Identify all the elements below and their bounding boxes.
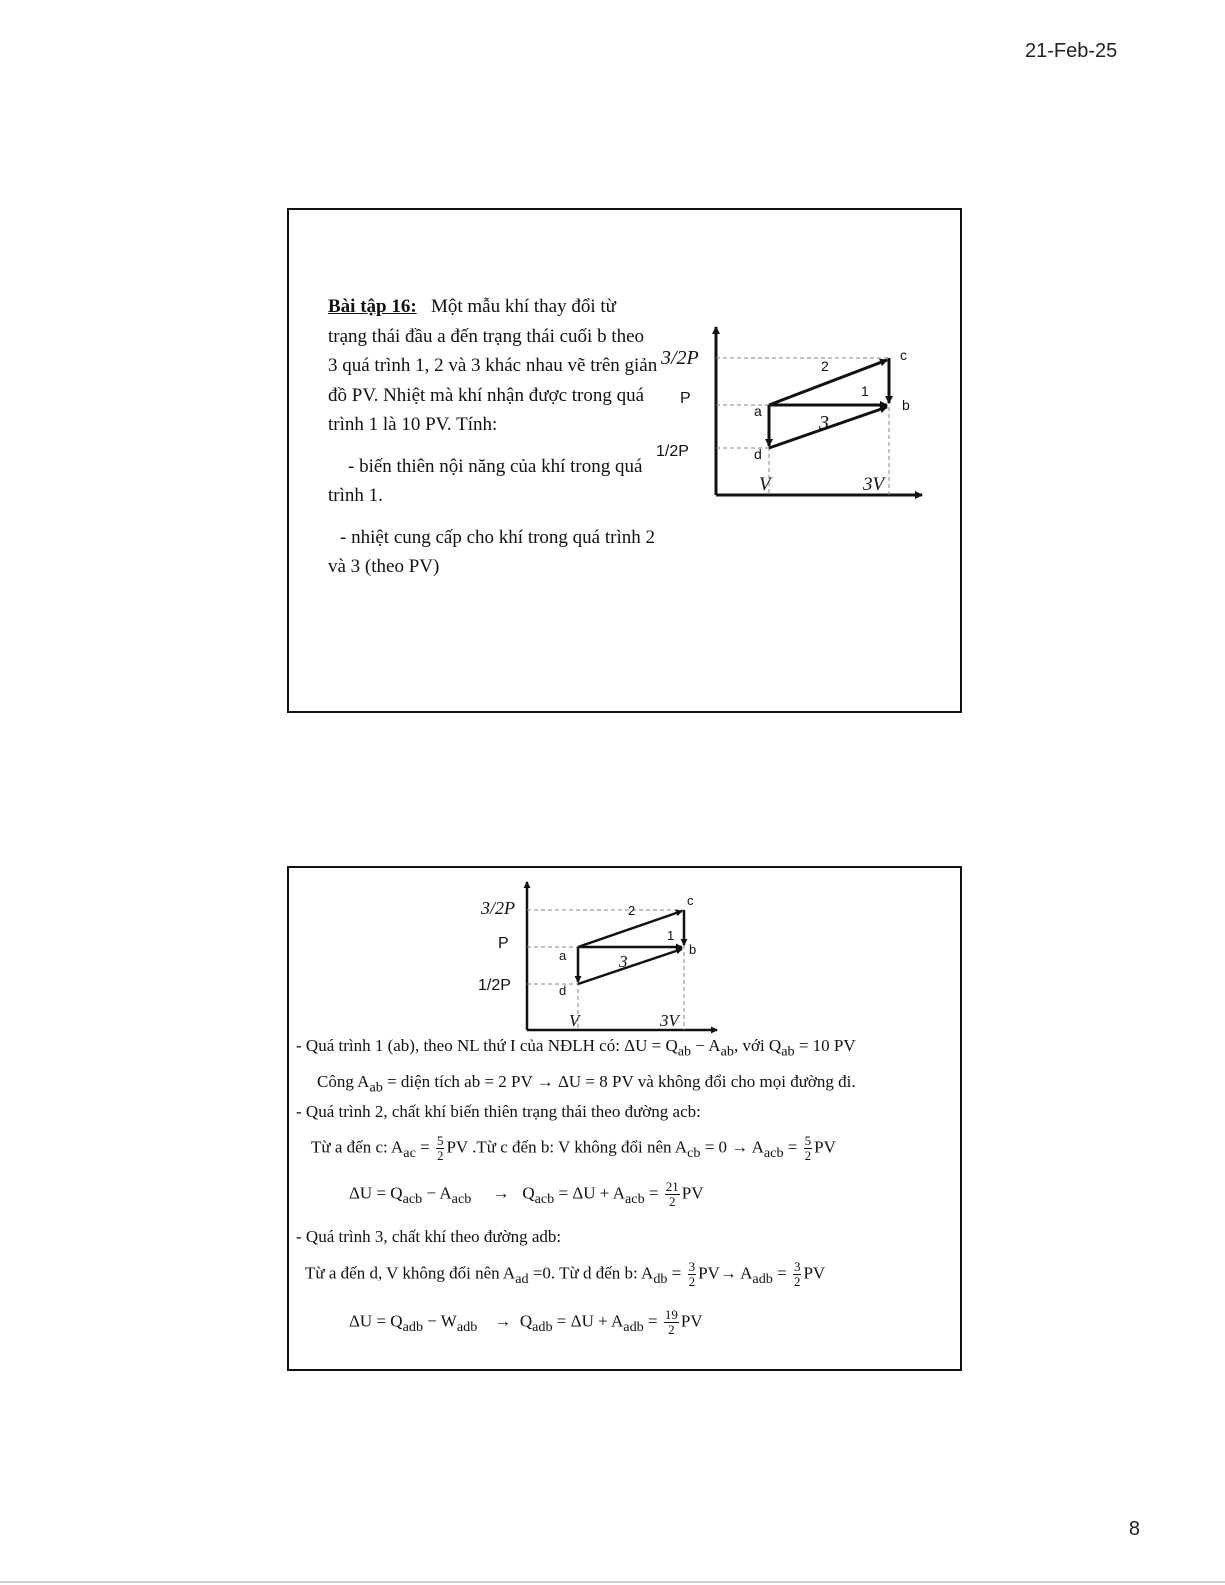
x-label-v: V <box>569 1011 580 1030</box>
y-label-low: 1/2P <box>656 443 689 460</box>
process-label-1: 1 <box>861 383 869 399</box>
process-label-2: 2 <box>628 903 636 918</box>
solution-body <box>289 868 962 1371</box>
point-label-a: a <box>754 403 762 419</box>
point-label-d: d <box>754 446 762 462</box>
fraction: $\frac{3}{2}$ <box>793 1259 801 1289</box>
header-date: 21-Feb-25 <box>1025 40 1118 62</box>
process-label-3: 3 <box>619 952 628 971</box>
pv-diagram <box>289 210 962 713</box>
solution-line-7: Từ a đến d, V không đổi nên $A_{ad} =0$. Từ d đến b: $A_{db}$ = $\frac{3}{2}$ $PV\to A_{adb}$ = $\frac{3}{2}$ PV <box>305 1259 826 1289</box>
y-label-top: 3/2P <box>481 898 515 918</box>
y-label-top: 3/2P <box>661 347 699 369</box>
x-label-3v: 3V <box>660 1011 679 1030</box>
fraction: $\frac{21}{2}$ <box>665 1179 679 1209</box>
fraction: $\frac{19}{2}$ <box>664 1307 678 1337</box>
y-label-low: 1/2P <box>478 977 511 994</box>
point-label-a: a <box>559 948 567 963</box>
solution-line-6: - Quá trình 3, chất khí theo đường adb: <box>296 1227 562 1246</box>
point-label-c: c <box>900 347 907 363</box>
point-label-b: b <box>902 397 910 413</box>
solution-line-2: Công $A_{ab}$ = diện tích ab = 2 PV → ΔU = 8 PV và không đổi cho mọi đường đi. <box>317 1072 856 1096</box>
fraction: $\frac{5}{2}$ <box>804 1133 812 1163</box>
x-label-3v: 3V <box>863 474 885 495</box>
solution-line-8: $\Delta U = Q_{adb} - W_{adb}$ → $Q_{adb} = \Delta U + A_{adb}$ = $\frac{19}{2}$ PV <box>349 1307 703 1337</box>
slide-problem <box>287 208 962 713</box>
y-label-mid: P <box>680 390 691 407</box>
process-label-2: 2 <box>821 358 829 374</box>
problem-intro-text: Một mẫu khí thay đổi từ trạng thái đầu a đến trạng thái cuối b theo 3 quá trình 1, 2 và 3 khác nhau vẽ trên giản đồ PV. Nhiệt mà khí nhận được trong quá trình 1 là 10 PV. Tính: <box>328 296 658 435</box>
y-label-mid: P <box>498 935 509 952</box>
problem-bullet-2: - nhiệt cung cấp cho khí trong quá trình 2 và 3 (theo PV) <box>328 526 656 577</box>
fraction: $\frac{5}{2}$ <box>436 1133 444 1163</box>
x-label-v: V <box>759 474 771 495</box>
problem-bullet-1: - biến thiên nội năng của khí trong quá trình 1. <box>328 455 643 506</box>
point-label-d: d <box>559 983 567 998</box>
point-label-b: b <box>689 942 697 957</box>
bottom-divider <box>0 1581 1225 1583</box>
slide-solution <box>287 866 962 1371</box>
page-number: 8 <box>1128 1518 1140 1540</box>
solution-line-3: - Quá trình 2, chất khí biến thiên trạng thái theo đường acb: <box>296 1102 701 1121</box>
point-label-c: c <box>687 893 694 908</box>
solution-line-1: - Quá trình 1 (ab), theo NL thứ I của NĐLH có: $\Delta U = Q_{ab} - A_{ab}$, với $Q_{ab} = 10$ PV <box>296 1036 856 1060</box>
problem-title: Bài tập 16: <box>328 296 417 317</box>
solution-line-4: Từ a đến c: $A_{ac}$ = $\frac{5}{2}$ PV .Từ c đến b: V không đổi nên $A_{cb} = 0 \to A_{acb}$ = $\frac{5}{2}$ PV <box>311 1133 836 1163</box>
solution-line-5: $\Delta U = Q_{acb} - A_{acb}$ → $Q_{acb} = \Delta U + A_{acb}$ = $\frac{21}{2}$ PV <box>349 1179 704 1209</box>
process-label-3: 3 <box>819 412 829 434</box>
process-label-1: 1 <box>667 928 675 943</box>
fraction: $\frac{3}{2}$ <box>688 1259 696 1289</box>
